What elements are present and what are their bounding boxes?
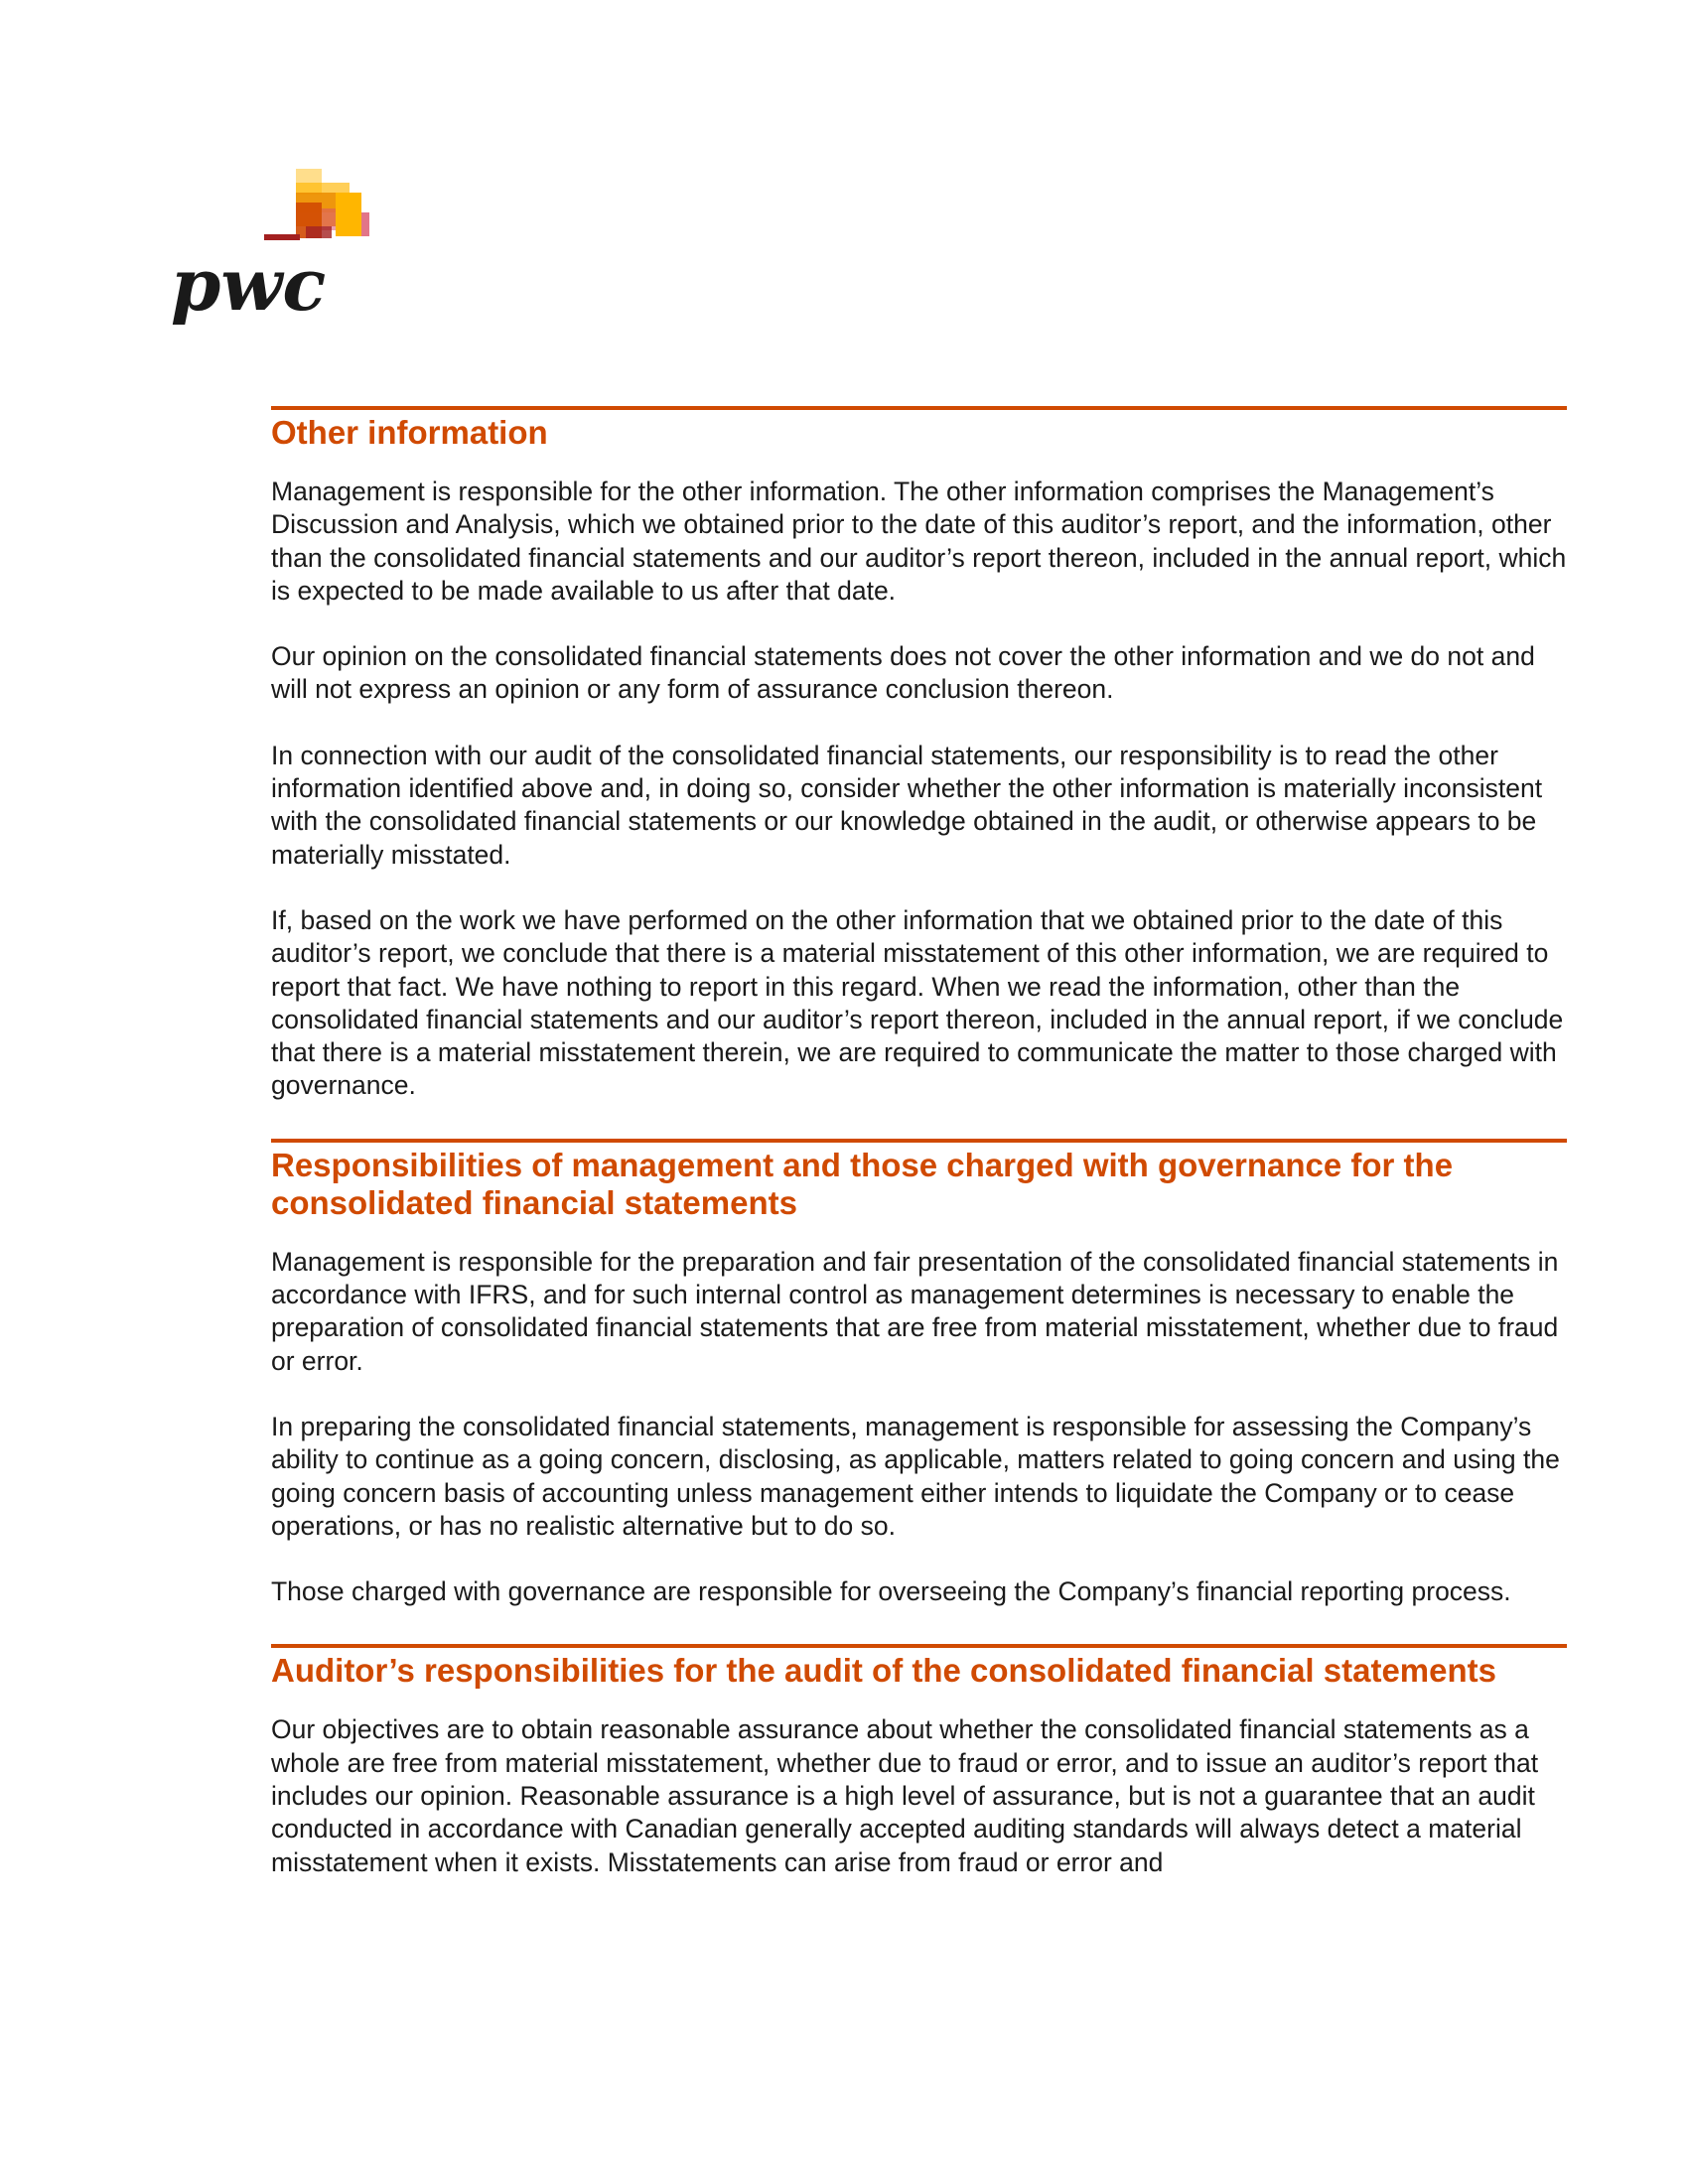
paragraph: Our opinion on the consolidated financial statements does not cover the other information and we do not and will not express an opinion or any form of assurance conclusion thereon. xyxy=(271,641,1535,705)
section-heading: Other information xyxy=(271,414,548,451)
paragraph: Those charged with governance are responsible for overseeing the Company’s financial reporting process. xyxy=(271,1576,1511,1607)
document-body xyxy=(271,406,1567,1915)
logo-block xyxy=(306,226,332,238)
section-heading: Auditor’s responsibilities for the audit of the consolidated financial statements xyxy=(271,1652,1497,1690)
paragraph: Management is responsible for the preparation and fair presentation of the consolidated financial statements in accordance with IFRS, and for such internal control as management determines is necessary to enable the preparation of consolidated financial statements that are free from material misstatement, whether due to fraud or error. xyxy=(271,1246,1559,1376)
logo-wordmark: pwc xyxy=(171,242,327,327)
paragraph: Our objectives are to obtain reasonable assurance about whether the consolidated financial statements as a whole are free from material misstatement, whether due to fraud or error, and to issue an auditor’s report that includes our opinion. Reasonable assurance is a high level of assurance, but is not a guarantee that an audit conducted in accordance with Canadian generally accepted auditing standards will always detect a material misstatement when it exists. Misstatements can arise from fraud or error and xyxy=(271,1714,1539,1877)
section-heading: Responsibilities of management and those charged with governance for the consolidated financial statements xyxy=(271,1146,1454,1221)
section-auditor-responsibilities xyxy=(271,1644,1567,1878)
pwc-logo-mark xyxy=(169,169,377,333)
paragraph: If, based on the work we have performed on the other information that we obtained prior to the date of this auditor’s report, we conclude that there is a material misstatement of this other information, we are required to report that fact. We have nothing to report in this regard. When we read the information, other than the consolidated financial statements and our auditor’s report thereon, included in the annual report, if we conclude that there is a material misstatement therein, we are required to communicate the matter to those charged with governance. xyxy=(271,904,1564,1101)
logo-underline xyxy=(264,234,300,240)
paragraph: In connection with our audit of the consolidated financial statements, our responsibility is to read the other information identified above and, in doing so, consider whether the other information is materially inconsistent with the consolidated financial statements or our knowledge obtained in the audit, or otherwise appears to be materially misstated. xyxy=(271,740,1543,870)
section-other-information xyxy=(271,406,1567,1103)
pwc-logo xyxy=(169,169,377,333)
section-management-responsibilities xyxy=(271,1139,1567,1609)
logo-block xyxy=(361,212,369,236)
paragraph: Management is responsible for the other information. The other information comprises the Management’s Discussion and Analysis, which we obtained prior to the date of this auditor’s report, and the information, other than the consolidated financial statements and our auditor’s report thereon, included in the annual report, which is expected to be made available to us after that date. xyxy=(271,477,1567,606)
paragraph: In preparing the consolidated financial statements, management is responsible for assessing the Company’s ability to continue as a going concern, disclosing, as applicable, matters related to going concern and using the going concern basis of accounting unless management either intends to liquidate the Company or to cease operations, or has no realistic alternative but to do so. xyxy=(271,1411,1560,1541)
logo-block xyxy=(336,193,361,236)
